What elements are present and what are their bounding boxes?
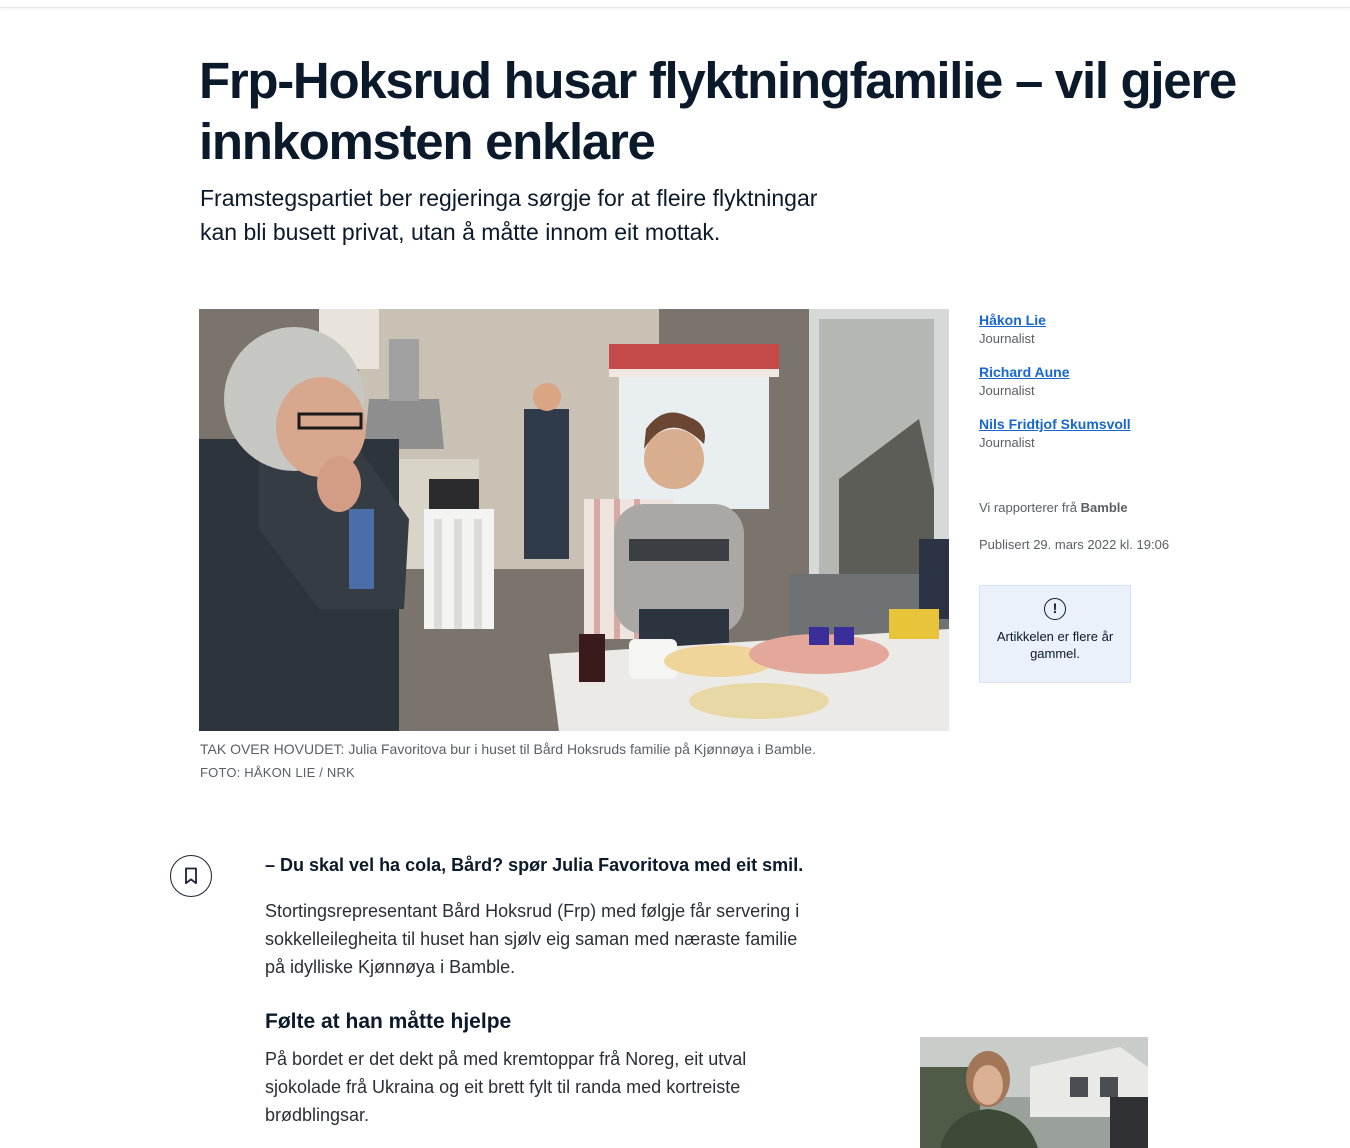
author-link[interactable]: Richard Aune [979, 364, 1070, 380]
hero-caption: TAK OVER HOVUDET: Julia Favoritova bur i huset til Bård Hoksruds familie på Kjønnøya i Bamble. [200, 741, 816, 757]
info-circle-icon: ! [1044, 598, 1066, 620]
article-paragraph: På bordet er det dekt på med kremtoppar frå Noreg, eit utval sjokolade frå Ukraina og eit brett fylt til randa med kortreiste brødblingsar. [265, 1049, 747, 1125]
inline-photo[interactable] [920, 1037, 1148, 1148]
author-role: Journalist [979, 383, 1035, 398]
top-navigation-bar [0, 0, 1350, 8]
hero-photo-credit: FOTO: HÅKON LIE / NRK [200, 765, 355, 780]
article-opening-quote: – Du skal vel ha cola, Bård? spør Julia Favoritova med eit smil. [265, 855, 804, 875]
published-date: Publisert 29. mars 2022 kl. 19:06 [979, 537, 1170, 552]
report-place: Bamble [1080, 500, 1128, 515]
inline-photo-illustration [920, 1037, 1148, 1148]
author-role: Journalist [979, 435, 1035, 450]
age-notice-text: Artikkelen er flere år gammel. [996, 629, 1114, 661]
author-item [979, 416, 1179, 451]
article-paragraph: Stortingsrepresentant Bård Hoksrud (Frp) med følgje får servering i sokkelleilegheita til huset han sjølv eig saman med næraste familie på idylliske Kjønnøya i Bamble. [265, 901, 800, 977]
hero-photo-illustration [199, 309, 949, 731]
author-link[interactable]: Nils Fridtjof Skumsvoll [979, 416, 1131, 432]
author-item [979, 364, 1179, 399]
article-title: Frp-Hoksrud husar flyktningfamilie – vil gjere innkomsten enklare [199, 52, 1236, 170]
bookmark-button[interactable] [170, 855, 212, 897]
author-byline [979, 312, 1179, 468]
author-role: Journalist [979, 331, 1035, 346]
age-notice [979, 585, 1131, 683]
hero-image[interactable] [199, 309, 949, 731]
author-item [979, 312, 1179, 347]
article-lead: Framstegspartiet ber regjeringa sørgje for at fleire flyktningar kan bli busett privat, utan å måtte innom eit mottak. [200, 185, 818, 245]
author-link[interactable]: Håkon Lie [979, 312, 1046, 328]
article-subheading: Følte at han måtte hjelpe [265, 1010, 512, 1033]
bookmark-icon [184, 867, 198, 885]
report-location [979, 500, 1128, 515]
report-prefix: Vi rapporterer frå [979, 500, 1078, 515]
